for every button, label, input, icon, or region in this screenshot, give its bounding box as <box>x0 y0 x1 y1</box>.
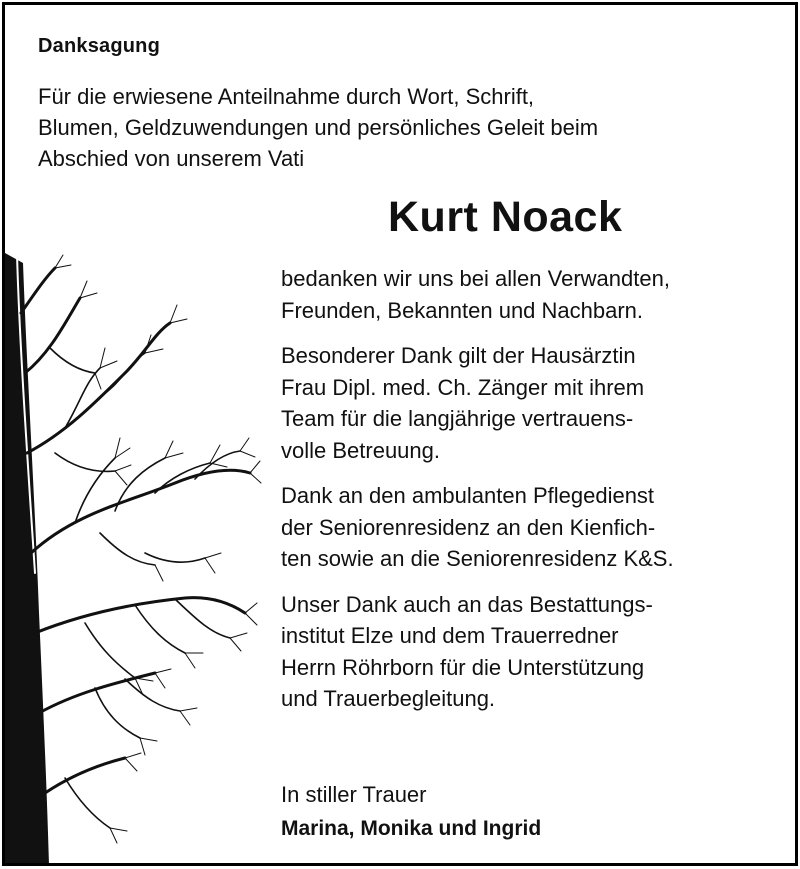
text-line: Besonderer Dank gilt der Hausärztin <box>281 343 636 368</box>
text-line: bedanken wir uns bei allen Verwandten, <box>281 266 670 291</box>
intro-text <box>38 81 758 174</box>
intro-line: Blumen, Geldzuwendungen und persönliches Geleit beim <box>38 115 599 140</box>
thanks-paragraph <box>281 480 781 575</box>
text-line: Herrn Röhrborn für die Unterstützung <box>281 654 645 680</box>
text-line: volle Betreuung. <box>281 437 440 463</box>
closing-block <box>281 778 541 846</box>
deceased-name: Kurt Noack <box>388 193 623 241</box>
text-line: Team für die langjährige vertrauens- <box>281 406 634 431</box>
thanks-paragraph <box>281 263 781 326</box>
bare-tree-icon <box>5 253 265 865</box>
obituary-notice <box>2 2 798 866</box>
text-line: Freunden, Bekannten und Nachbarn. <box>281 297 644 323</box>
text-line: Unser Dank auch an das Bestattungs- <box>281 591 653 617</box>
thanks-paragraph <box>281 340 781 466</box>
text-line: und Trauerbegleitung. <box>281 686 496 711</box>
text-line: institut Elze und dem Trauerredner <box>281 623 619 648</box>
text-line: Dank an den ambulanten Pflegedienst <box>281 483 655 508</box>
signers: Marina, Monika und Ingrid <box>281 817 542 840</box>
text-line: der Seniorenresidenz an den Kienfich- <box>281 514 656 540</box>
notice-heading: Danksagung <box>38 35 161 57</box>
closing-phrase: In stiller Trauer <box>281 782 427 807</box>
body-text <box>281 263 781 729</box>
text-line: ten sowie an die Seniorenresidenz K&S. <box>281 546 674 571</box>
intro-line: Abschied von unserem Vati <box>38 146 305 171</box>
intro-line: Für die erwiesene Anteilnahme durch Wort, Schrift, <box>38 84 535 109</box>
thanks-paragraph <box>281 589 781 715</box>
text-line: Frau Dipl. med. Ch. Zänger mit ihrem <box>281 374 645 400</box>
